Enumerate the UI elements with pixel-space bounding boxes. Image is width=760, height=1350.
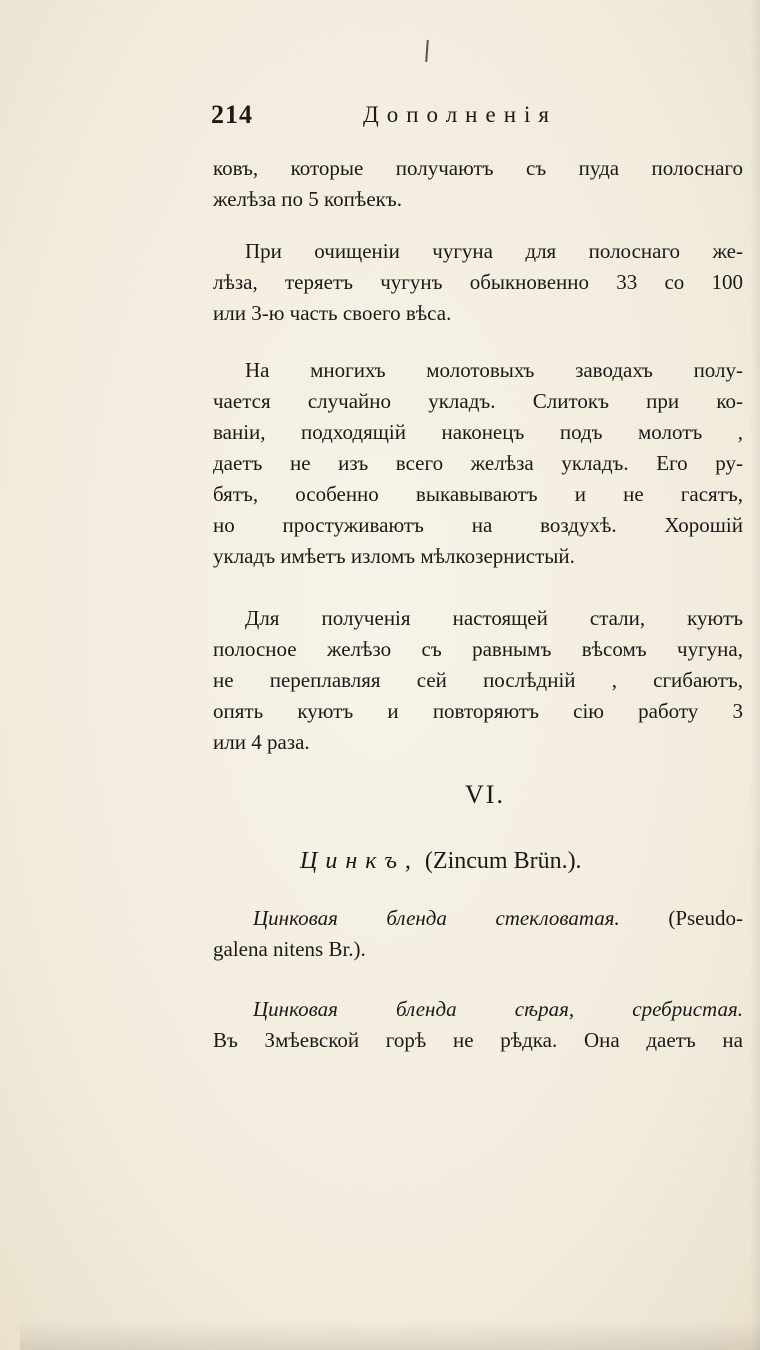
- entry-title: Цинковая бленда сѣрая, сребристая.: [253, 997, 743, 1021]
- page-number: 214: [211, 100, 253, 129]
- section-heading: [300, 848, 720, 875]
- text-line: ваніи, подходящій наконецъ подъ молотъ ,: [213, 420, 743, 444]
- text-line: лѣза, теряетъ чугунъ обыкновенно 33 со 100: [213, 270, 743, 294]
- text-line: или 4 раза.: [213, 730, 310, 754]
- text-line: На многихъ молотовыхъ заводахъ полу-: [245, 358, 743, 382]
- paragraph-uklad-steel: [213, 355, 743, 572]
- paragraph-cast-iron-refining: [213, 236, 743, 329]
- text-line: ковъ, которые получаютъ съ пуда полоснаго: [213, 156, 743, 180]
- text-line: чается случайно укладъ. Слитокъ при ко-: [213, 389, 743, 413]
- page-header: [211, 100, 581, 140]
- text-line: При очищеніи чугуна для полоснаго же-: [245, 239, 743, 263]
- entry-title: Цинковая бленда стекловатая.: [253, 906, 620, 930]
- text-line: [213, 903, 743, 934]
- entry-glassy-zinc-blende: [213, 903, 743, 965]
- section-numeral: VI.: [465, 780, 505, 809]
- entry-grey-zinc-blende: [213, 994, 743, 1056]
- paragraph-continuation: [213, 153, 743, 215]
- page-edge-shadow: [750, 0, 760, 1350]
- section-heading-latin: (Zincum Brün.).: [424, 848, 582, 874]
- paragraph-true-steel: [213, 603, 743, 758]
- section-heading-russian: Цинкъ,: [300, 848, 419, 874]
- bottom-edge-smudge: [20, 1320, 760, 1350]
- text-line: укладъ имѣетъ изломъ мѣлкозернистый.: [213, 544, 575, 568]
- text-line: желѣза по 5 копѣекъ.: [213, 187, 402, 211]
- text-line: полосное желѣзо съ равнымъ вѣсомъ чугуна,: [213, 637, 743, 661]
- text-line: или 3-ю часть своего вѣса.: [213, 301, 452, 325]
- running-title: Дополненія: [363, 102, 557, 127]
- text-line: Для полученія настоящей стали, куютъ: [245, 606, 743, 630]
- entry-text: (Pseudo-: [668, 906, 743, 930]
- text-line: опять куютъ и повторяютъ сію работу 3: [213, 699, 743, 723]
- text-line: Въ Змѣевской горѣ не рѣдка. Она даетъ на: [213, 1028, 743, 1052]
- text-line: galena nitens Br.).: [213, 937, 366, 961]
- text-line: бятъ, особенно выкавываютъ и не гасятъ,: [213, 482, 743, 506]
- text-line: даетъ не изъ всего желѣза укладъ. Его ру-: [213, 451, 743, 475]
- text-line: не переплавляя сей послѣдній , сгибаютъ,: [213, 668, 743, 692]
- text-line: но простуживаютъ на воздухѣ. Хорошій: [213, 513, 743, 537]
